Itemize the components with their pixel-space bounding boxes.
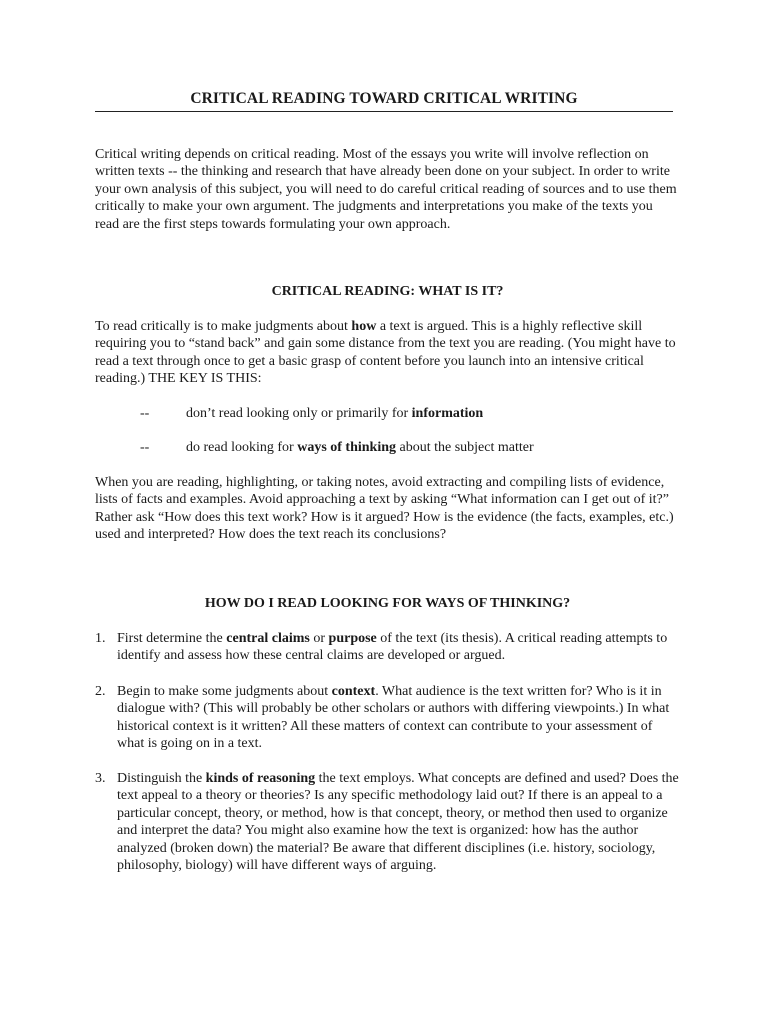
key-point-text: do read looking for ways of thinking about the subject matter xyxy=(186,440,534,455)
emphasis-central-claims: central claims xyxy=(226,631,310,646)
key-point-2 xyxy=(140,439,534,456)
section-heading-ways-of-thinking: HOW DO I READ LOOKING FOR WAYS OF THINKING? xyxy=(204,596,571,611)
paragraph-text: a text is argued. This is a highly reflective skill requiring you to “stand back” and gain some distance from the text you are reading. (You might have to read a text through once to get a basic grasp of content before you launch into an intensive critical reading.) THE KEY IS THIS: xyxy=(95,319,676,387)
emphasis-purpose: purpose xyxy=(328,631,377,646)
critical-reading-paragraph xyxy=(95,318,680,388)
paragraph-text: To read critically is to make judgments about xyxy=(95,319,352,334)
emphasis-kinds-of-reasoning: kinds of reasoning xyxy=(205,771,316,786)
list-item-text: Distinguish the kinds of reasoning the text employs. What concepts are defined and used? Does the text appeal to a theory or theories? Is any specific methodology laid out? If there is an appeal to a particular concept, theory, or method, how is that concept, theory, or method then used to organize and interpret the data? You might also examine how the text is organized: how has the author analyzed (broken down) the material? Be aware that different disciplines (i.e. history, sociology, philosophy, biology) will have different ways of arguing. xyxy=(117,771,679,874)
list-number: 1. xyxy=(95,631,106,646)
key-point-text: don’t read looking only or primarily for information xyxy=(186,406,484,421)
page-title: CRITICAL READING TOWARD CRITICAL WRITING xyxy=(95,90,673,112)
list-number: 2. xyxy=(95,684,106,699)
key-point-1 xyxy=(140,405,483,422)
reading-advice-paragraph: When you are reading, highlighting, or taking notes, avoid extracting and compiling lists of evidence, lists of facts and examples. Avoid approaching a text by asking “What information can I get out of it?” Rather ask “How does this text work? How is it argued? How is the evidence (the facts, examples, etc.) used and interpreted? How does the text reach its conclusions? xyxy=(95,475,674,543)
emphasis-how: how xyxy=(351,319,377,334)
list-item-1 xyxy=(95,630,680,665)
intro-paragraph: Critical writing depends on critical reading. Most of the essays you write will involve reflection on written texts -- the thinking and research that have already been done on your subject. In order to write your own analysis of this subject, you will need to do careful critical reading of sources and to use them critically to make your own argument. The judgments and interpretations you make of the texts you read are the first steps towards formulating your own approach. xyxy=(95,147,677,232)
dash-marker: -- xyxy=(140,406,150,421)
dash-marker: -- xyxy=(140,440,150,455)
emphasis-ways-of-thinking: ways of thinking xyxy=(297,440,397,455)
list-item-text: Begin to make some judgments about context. What audience is the text written for? Who is it in dialogue with? (This will probably be other scholars or authors with differing viewpoints.) In what historical context is it written? All these matters of context can contribute to your assessment of what is going on in a text. xyxy=(117,684,670,752)
list-number: 3. xyxy=(95,771,106,786)
list-item-3 xyxy=(95,770,680,874)
section-heading-what-is-it: CRITICAL READING: WHAT IS IT? xyxy=(271,284,504,299)
list-item-text: First determine the central claims or purpose of the text (its thesis). A critical reading attempts to identify and assess how these central claims are developed or argued. xyxy=(117,631,668,664)
list-item-2 xyxy=(95,683,680,753)
emphasis-information: information xyxy=(411,406,484,421)
emphasis-context: context xyxy=(331,684,376,699)
